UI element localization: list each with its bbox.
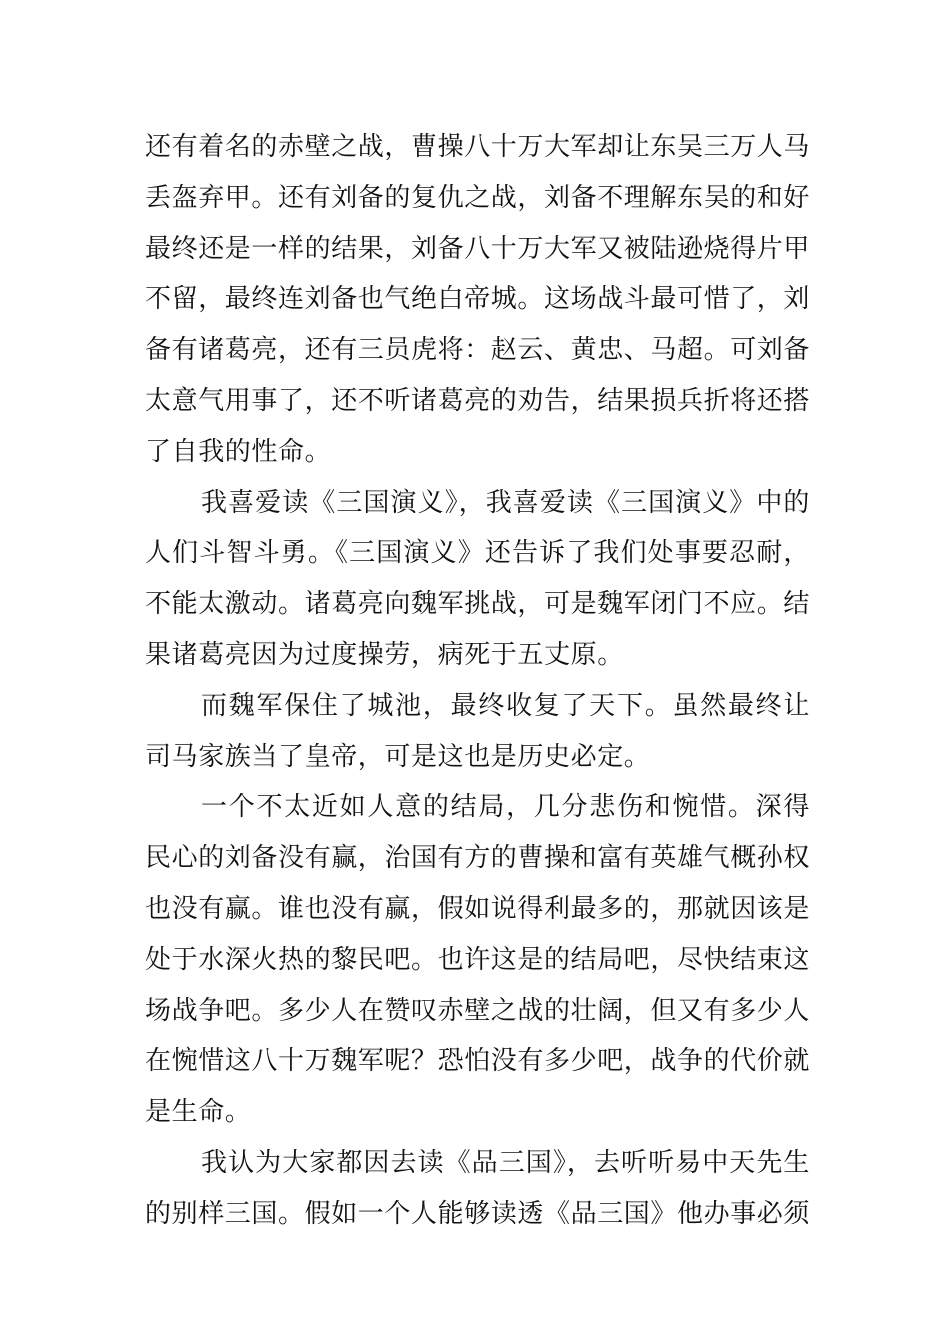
document-page [145,122,810,1240]
paragraph-pin-sanguo: 我认为大家都因去读《品三国》，去听听易中天先生的别样三国。假如一个人能够读透《品三国》他办事必须 [145,1147,811,1229]
paragraph-wei-army: 而魏军保住了城池，最终收复了天下。虽然最终让司马家族当了皇帝，可是这也是历史必定。 [145,690,810,772]
paragraph-ending-reflection: 一个不太近如人意的结局，几分悲伤和惋惜。深得民心的刘备没有赢，治国有方的曹操和富有英雄气概孙权也没有赢。谁也没有赢，假如说得利最多的，那就因该是处于水深火热的黎民吧。也许这是的结局吧，尽快结束这场战争吧。多少人在赞叹赤壁之战的壮阔，但又有多少人在惋惜这八十万魏军呢？恐怕没有多少吧，战争的代价就是生命。 [145,792,811,1128]
paragraph-love-reading: 我喜爱读《三国演义》，我喜爱读《三国演义》中的人们斗智斗勇。《三国演义》还告诉了我们处事要忍耐，不能太激动。诸葛亮向魏军挑战，可是魏军闭门不应。结果诸葛亮因为过度操劳，病死于五丈原。 [145,487,811,670]
paragraph-chibi-battle: 还有着名的赤壁之战，曹操八十万大军却让东吴三万人马丢盔弃甲。还有刘备的复仇之战，刘备不理解东吴的和好最终还是一样的结果，刘备八十万大军又被陆逊烧得片甲不留，最终连刘备也气绝白帝城。这场战斗最可惜了，刘备有诸葛亮，还有三员虎将：赵云、黄忠、马超。可刘备太意气用事了，还不听诸葛亮的劝告，结果损兵折将还搭了自我的性命。 [145,132,811,467]
